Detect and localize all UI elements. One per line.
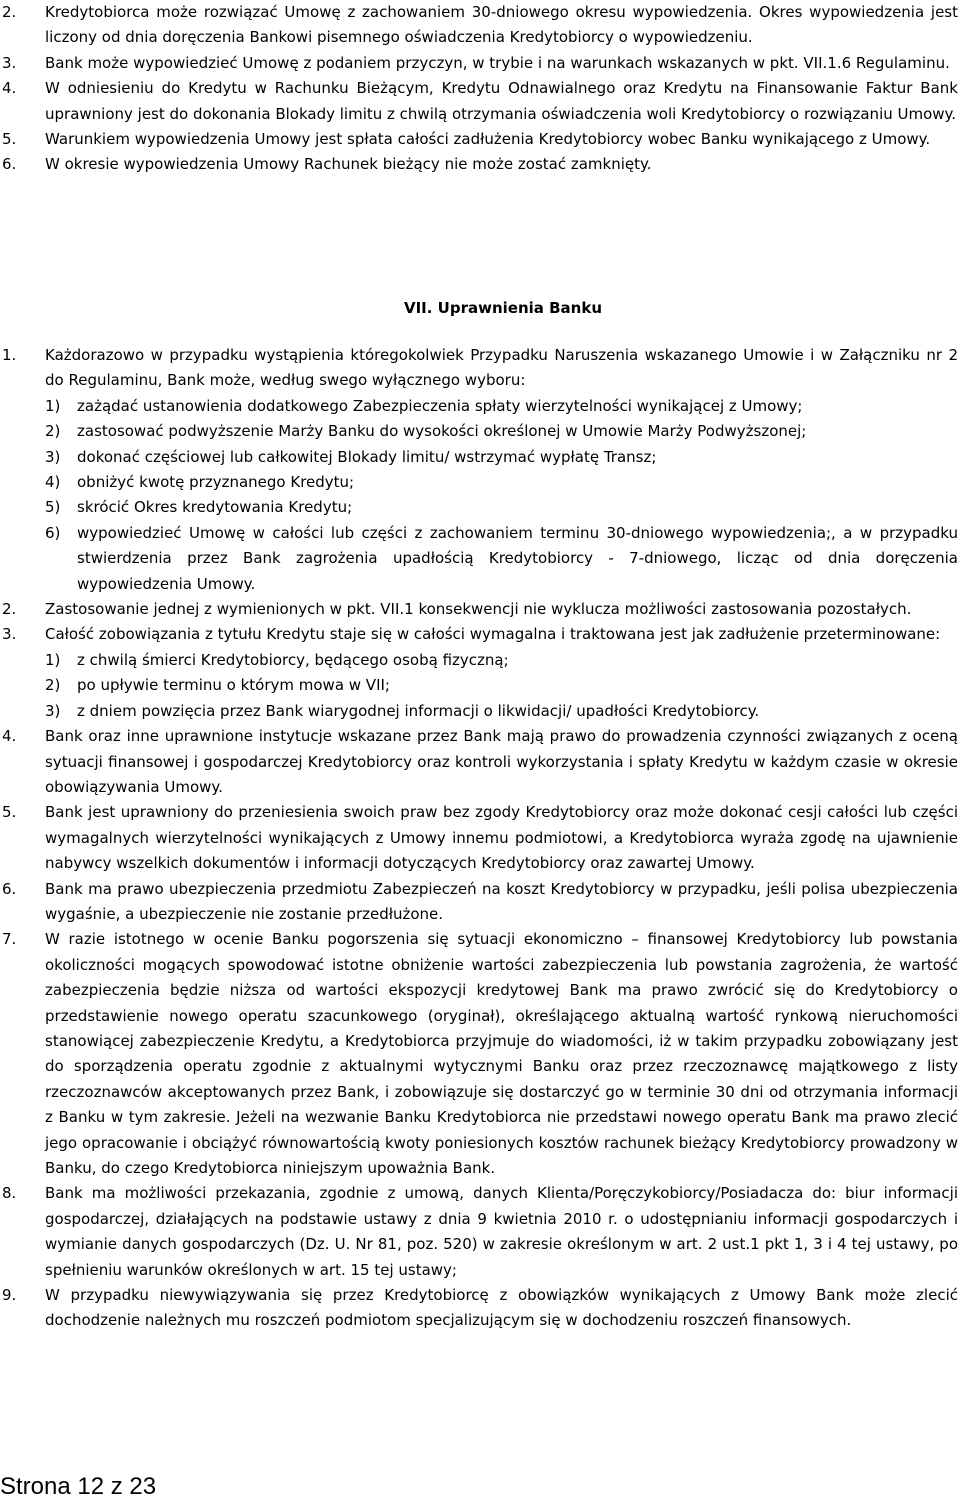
sub-item-number: 1)	[45, 650, 61, 669]
termination-clauses-list	[0, 0, 960, 178]
item-text: Warunkiem wypowiedzenia Umowy jest spłata całości zadłużenia Kredytobiorcy wobec Banku wynikającego z Umowy.	[45, 130, 931, 149]
sub-item-text: zażądać ustanowienia dodatkowego Zabezpieczenia spłaty wierzytelności wynikającej z Umowy;	[77, 396, 803, 415]
sub-item-number: 6)	[45, 523, 61, 542]
list-item	[0, 51, 960, 76]
sub-item-number: 3)	[45, 447, 61, 466]
list-item	[0, 927, 960, 1181]
item-text: Bank ma prawo ubezpieczenia przedmiotu Zabezpieczeń na koszt Kredytobiorcy w przypadku, jeśli polisa ubezpieczenia wygaśnie, a ubezpieczenie nie zostanie przedłużone.	[45, 879, 958, 923]
sub-item-number: 1)	[45, 396, 61, 415]
item-text: Całość zobowiązania z tytułu Kredytu staje się w całości wymagalna i traktowana jest jak zadłużenie przeterminowane:	[45, 625, 941, 644]
item-text: Kredytobiorca może rozwiązać Umowę z zachowaniem 30-dniowego okresu wypowiedzenia. Okres wypowiedzenia jest liczony od dnia doręczenia Bankowi pisemnego oświadczenia Kredytobiorcy o wypowiedzeniu.	[45, 3, 958, 47]
item-number: 6.	[2, 155, 17, 174]
list-item	[0, 1283, 960, 1334]
item-number: 6.	[2, 879, 17, 898]
sub-item-number: 2)	[45, 676, 61, 695]
item-text: Bank jest uprawniony do przeniesienia swoich praw bez zgody Kredytobiorcy oraz może dokonać cesji całości lub części wymagalnych wierzytelności wynikających z Umowy innemu podmiotowi, a Kredytobiorca wyraża zgodę na ujawnienie nabywcy wszelkich dokumentów i informacji dotyczących Kredytobiorcy oraz zawartej Umowy.	[45, 803, 958, 873]
sub-item	[45, 521, 960, 597]
sub-item-text: zastosować podwyższenie Marży Banku do wysokości określonej w Umowie Marży Podwyższonej;	[77, 422, 807, 441]
list-item	[0, 152, 960, 177]
item-text: Bank może wypowiedzieć Umowę z podaniem przyczyn, w trybie i na warunkach wskazanych w pkt. VII.1.6 Regulaminu.	[45, 53, 950, 72]
item-text: Bank ma możliwości przekazania, zgodnie z umową, danych Klienta/Poręczykobiorcy/Posiadacza do: biur informacji gospodarczej, działających na podstawie ustawy z dnia 9 kwietnia 2010 r. o udostępnianiu informacji gospodarczych i wymianie danych gospodarczych (Dz. U. Nr 81, poz. 520) w zakresie określonym w art. 2 ust.1 pkt 1, 3 i 4 tej ustawy, po spełnieniu warunków określonych w art. 15 tej ustawy;	[45, 1184, 958, 1279]
item-text: W odniesieniu do Kredytu w Rachunku Bieżącym, Kredytu Odnawialnego oraz Kredytu na Finansowanie Faktur Bank uprawniony jest do dokonania Blokady limitu z chwilą otrzymania oświadczenia woli Kredytobiorcy o rozwiązaniu Umowy.	[45, 79, 958, 123]
item-number: 8.	[2, 1184, 17, 1203]
sub-item-text: dokonać częściowej lub całkowitej Blokady limitu/ wstrzymać wypłatę Transz;	[77, 447, 657, 466]
sub-item	[45, 699, 960, 724]
bank-rights-list	[0, 343, 960, 1334]
item-number: 7.	[2, 930, 17, 949]
sub-item	[45, 648, 960, 673]
sub-item	[45, 673, 960, 698]
list-item	[0, 1181, 960, 1283]
list-item	[0, 343, 960, 394]
list-item	[0, 0, 960, 51]
list-item	[0, 76, 960, 127]
item-text: Każdorazowo w przypadku wystąpienia któregokolwiek Przypadku Naruszenia wskazanego Umowie i w Załączniku nr 2 do Regulaminu, Bank może, według swego wyłącznego wyboru:	[45, 346, 958, 390]
sub-item-number: 5)	[45, 498, 61, 517]
section-heading: VII. Uprawnienia Banku	[403, 299, 603, 317]
sub-item	[45, 470, 960, 495]
list-item	[0, 724, 960, 800]
item-text: W przypadku niewywiązywania się przez Kredytobiorcę z obowiązków wynikających z Umowy Bank może zlecić dochodzenie należnych mu roszczeń podmiotom specjalizującym się w dochodzeniu roszczeń finansowych.	[45, 1286, 958, 1330]
sub-item-number: 2)	[45, 422, 61, 441]
sub-item	[45, 419, 960, 444]
item-text: W razie istotnego w ocenie Banku pogorszenia się sytuacji ekonomiczno – finansowej Kredytobiorcy lub powstania okoliczności mogących spowodować istotne obniżenie wartości zabezpieczenia lub powstania zagrożenia, że wartość zabezpieczenia będzie niższa od wartości ekspozycji kredytowej Bank ma prawo zwrócić się do Kredytobiorcy o przedstawienie nowego operatu szacunkowego (oryginał), określającego aktualną wartość rynkową nieruchomości stanowiącej zabezpieczenie Kredytu, a Kredytobiorca przyjmuje do wiadomości, iż w takim przypadku zobowiązany jest do sporządzenia operatu zgodnie z aktualnymi wytycznymi Banku oraz przez rzeczoznawcę majątkowego z listy rzeczoznawców akceptowanych przez Bank, i zobowiązuje się dostarczyć go w terminie 30 dni od otrzymania informacji z Banku w tym zakresie. Jeżeli na wezwanie Banku Kredytobiorca nie przedstawi nowego operatu Bank ma prawo zlecić jego opracowanie i obciążyć równowartością kwoty poniesionych kosztów rachunek bieżący Kredytobiorcy prowadzony w Banku, do czego Kredytobiorca niniejszym upoważnia Bank.	[45, 930, 958, 1177]
list-item	[0, 622, 960, 647]
sub-item-text: skrócić Okres kredytowania Kredytu;	[77, 498, 353, 517]
sub-item	[45, 495, 960, 520]
list-item	[0, 127, 960, 152]
sub-item-text: wypowiedzieć Umowę w całości lub części z zachowaniem terminu 30-dniowego wypowiedzenia;, a w przypadku stwierdzenia przez Bank zagrożenia upadłością Kredytobiorcy - 7-dniowego, licząc od dnia doręczenia wypowiedzenia Umowy.	[77, 523, 958, 593]
sub-item-text: z dniem powzięcia przez Bank wiarygodnej informacji o likwidacji/ upadłości Kredytobiorcy.	[77, 701, 760, 720]
sub-item-text: po upływie terminu o którym mowa w VII;	[77, 676, 390, 695]
item-text: Bank oraz inne uprawnione instytucje wskazane przez Bank mają prawo do prowadzenia czynności związanych z oceną sytuacji finansowej i gospodarczej Kredytobiorcy oraz kontroli wykorzystania i spłaty Kredytu w każdym czasie w okresie obowiązywania Umowy.	[45, 727, 958, 796]
sub-item	[45, 445, 960, 470]
list-item	[0, 877, 960, 928]
item-number: 4.	[2, 727, 17, 746]
sub-item-number: 3)	[45, 701, 61, 720]
item-text: Zastosowanie jednej z wymienionych w pkt. VII.1 konsekwencji nie wyklucza możliwości zastosowania pozostałych.	[45, 600, 912, 619]
sub-item	[45, 394, 960, 419]
list-item	[0, 597, 960, 622]
item-number: 5.	[2, 803, 17, 822]
list-item	[0, 800, 960, 876]
item-text: W okresie wypowiedzenia Umowy Rachunek bieżący nie może zostać zamknięty.	[45, 155, 652, 174]
item-number: 2.	[2, 600, 17, 619]
item-number: 2.	[2, 3, 17, 21]
sub-item-text: obniżyć kwotę przyznanego Kredytu;	[77, 473, 355, 492]
item-number: 9.	[2, 1286, 17, 1305]
item-number: 3.	[2, 53, 17, 72]
sub-item-text: z chwilą śmierci Kredytobiorcy, będącego osobą fizyczną;	[77, 650, 509, 669]
item-number: 4.	[2, 79, 17, 98]
item-number: 5.	[2, 130, 17, 149]
item-number: 3.	[2, 625, 17, 644]
sub-item-number: 4)	[45, 473, 61, 492]
page-number-footer: Strona 12 z 23	[0, 1473, 157, 1500]
item-number: 1.	[2, 346, 17, 364]
